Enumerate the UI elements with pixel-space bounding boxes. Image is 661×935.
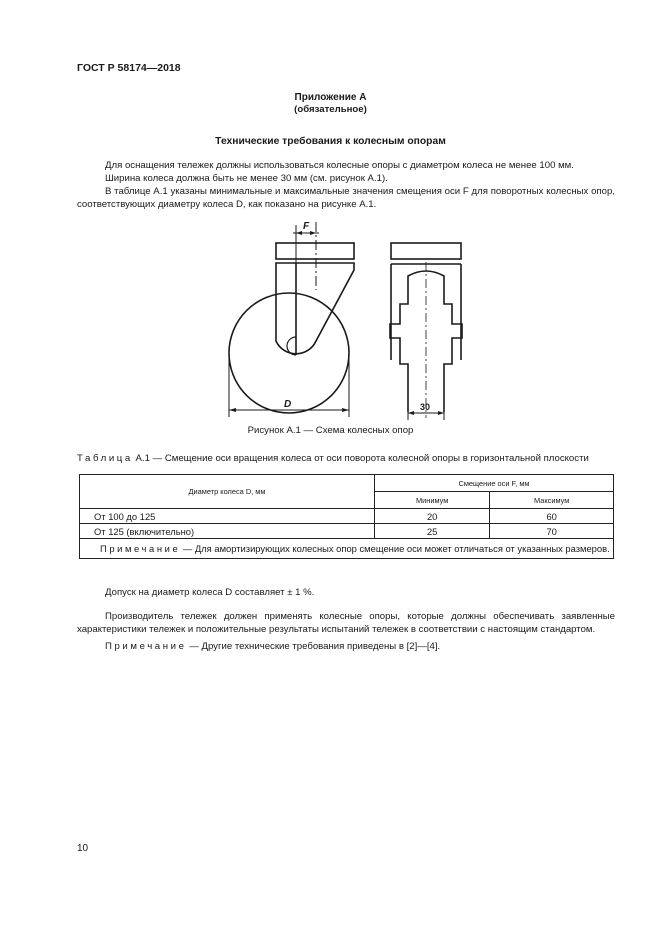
page-number: 10 [77,843,89,854]
offset-table [79,474,614,559]
final-note-text: — Другие технические требования приведены в [2]—[4]. [189,641,441,652]
header-max: Максимум [490,492,614,509]
intro-line-1: Для оснащения тележек должны использоваться колесные опоры с диаметром колеса не менее 100 мм. [105,160,574,171]
header-min: Минимум [375,492,490,509]
table-note-text: — Для амортизирующих колесных опор смещение оси может отличаться от указанных размеров. [182,542,610,554]
row-max: 70 [490,524,614,539]
intro-paragraph-2: В таблице А.1 указаны минимальные и максимальные значения смещения оси F для поворотных колесных опор, соответствующих диаметру колеса D, как показано на рисунке А.1. [77,186,615,210]
figure-caption: Рисунок А.1 — Схема колесных опор [247,425,414,436]
row-max: 60 [490,509,614,524]
table-caption-prefix: Таблица [77,453,133,464]
table-caption [77,453,617,464]
front-top-plate [391,243,461,259]
row-min: 25 [375,524,490,539]
document-code: ГОСТ Р 58174—2018 [77,62,181,74]
manufacturer-text: Производитель тележек должен применять колесные опоры, которые должны обеспечивать заявленные характеристики тележек и положительные результаты испытаний тележек в соответствии с настоящим стандартом. [77,611,615,635]
row-diameter: От 100 до 125 [80,509,375,524]
table-note [80,539,614,559]
annex-title: Приложение А [294,92,367,103]
side-top-plate [276,243,354,259]
table-row [80,509,614,524]
row-diameter: От 125 (включительно) [80,524,375,539]
table-row [80,524,614,539]
annex-status: (обязательное) [294,104,367,115]
label-d: D [284,399,292,410]
section-heading: Технические требования к колесным опорам [215,136,446,147]
table-caption-text: А.1 — Смещение оси вращения колеса от оси поворота колесной опоры в горизонтальной плоскости [135,453,589,464]
row-min: 20 [375,509,490,524]
table-note-prefix: Примечание [100,542,181,554]
tolerance-text: Допуск на диаметр колеса D составляет ± 1 %. [105,587,315,598]
header-offset: Смещение оси F, мм [375,475,614,492]
label-width: 30 [420,402,431,412]
fork-outline [276,263,354,354]
final-note [77,640,615,653]
header-diameter: Диаметр колеса D, мм [80,475,375,509]
label-f: F [303,221,310,232]
intro-line-2: Ширина колеса должна быть не менее 30 мм (см. рисунок А.1). [105,173,388,184]
final-note-prefix: Примечание [105,641,187,652]
